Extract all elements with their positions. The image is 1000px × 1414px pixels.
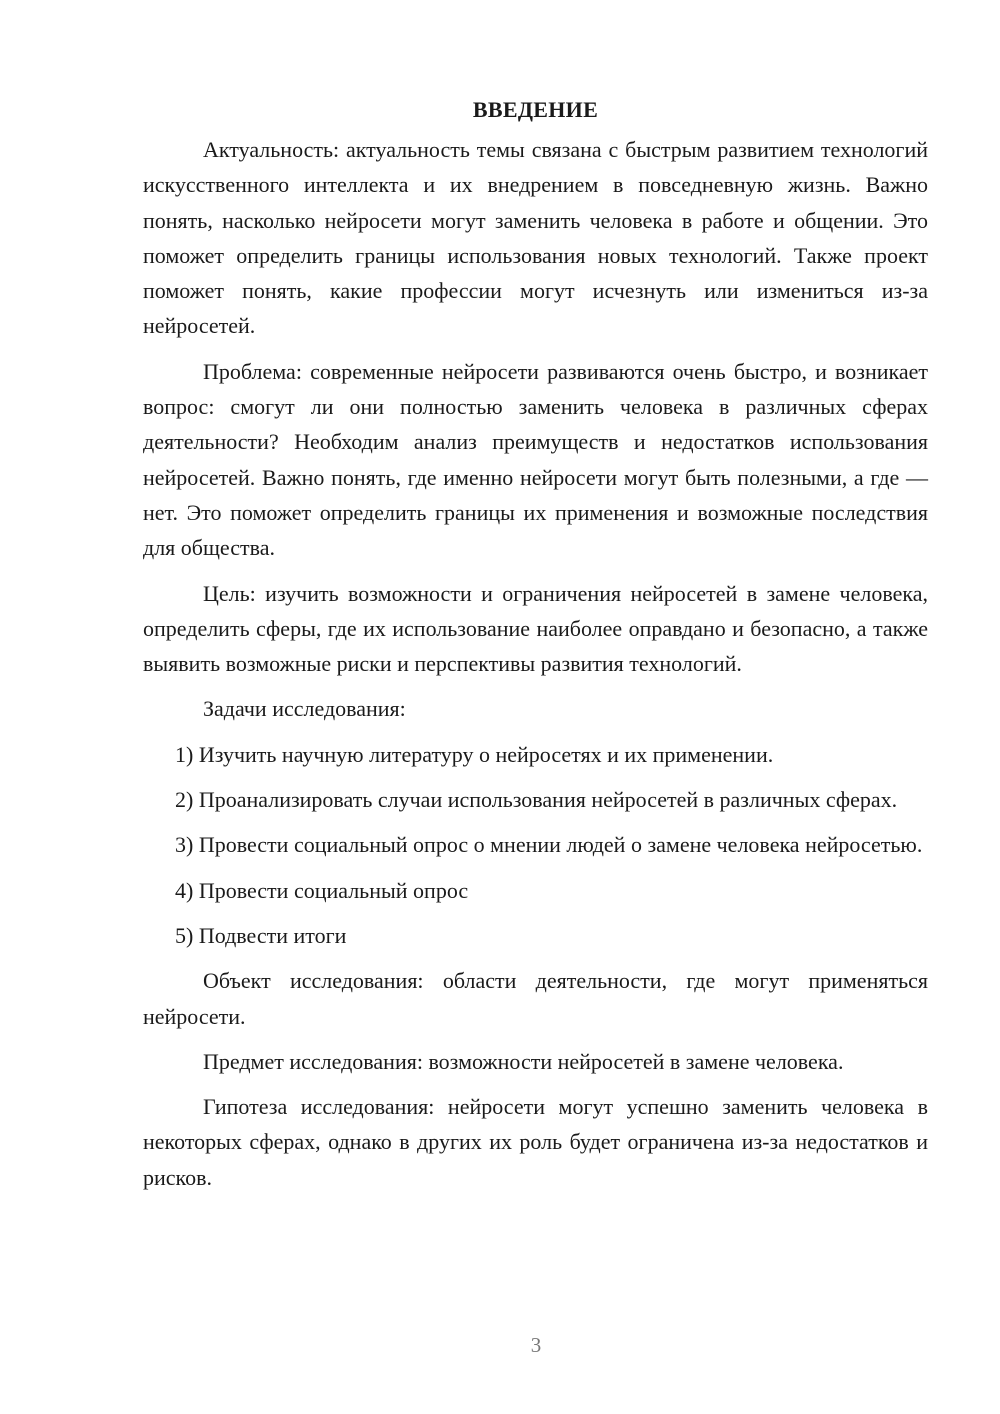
page-title: ВВЕДЕНИЕ xyxy=(472,97,599,122)
paragraph-problem: Проблема: современные нейросети развиваются очень быстро, и возникает вопрос: смогут ли они полностью заменить человека в различных сферах деятельности? Необходим анализ преимуществ и недостатков использования нейросетей. Важно понять, где именно нейросети могут быть полезными, а где — нет. Это поможет определить границы их применения и возможные последствия для общества. xyxy=(143,358,928,561)
paragraph-hypothesis: Гипотеза исследования: нейросети могут успешно заменить человека в некоторых сферах, однако в других их роль будет ограничена из-за недостатков и рисков. xyxy=(143,1094,928,1190)
task-item-5: 5) Подвести итоги xyxy=(175,922,347,948)
paragraph-object: Объект исследования: области деятельности, где могут применяться нейросети. xyxy=(143,968,928,1029)
task-item-1: 1) Изучить научную литературу о нейросетях и их применении. xyxy=(175,741,774,767)
paragraph-subject: Предмет исследования: возможности нейросетей в замене человека. xyxy=(203,1048,844,1074)
task-item-4: 4) Провести социальный опрос xyxy=(175,877,469,903)
page-content xyxy=(143,92,928,1195)
paragraph-relevance: Актуальность: актуальность темы связана с быстрым развитием технологий искусственного интеллекта и их внедрением в повседневную жизнь. Важно понять, насколько нейросети могут заменить человека в работе и общении. Это поможет определить границы использования новых технологий. Также проект поможет понять, какие профессии могут исчезнуть или измениться из-за нейросетей. xyxy=(143,137,928,339)
task-item-2: 2) Проанализировать случаи использования нейросетей в различных сферах. xyxy=(175,787,898,813)
task-item-3: 3) Провести социальный опрос о мнении людей о замене человека нейросетью. xyxy=(175,832,923,858)
tasks-heading: Задачи исследования: xyxy=(203,696,406,722)
page-number: 3 xyxy=(530,1333,542,1357)
paragraph-goal: Цель: изучить возможности и ограничения нейросетей в замене человека, определить сферы, где их использование наиболее оправдано и безопасно, а также выявить возможные риски и перспективы развития технологий. xyxy=(143,580,928,677)
